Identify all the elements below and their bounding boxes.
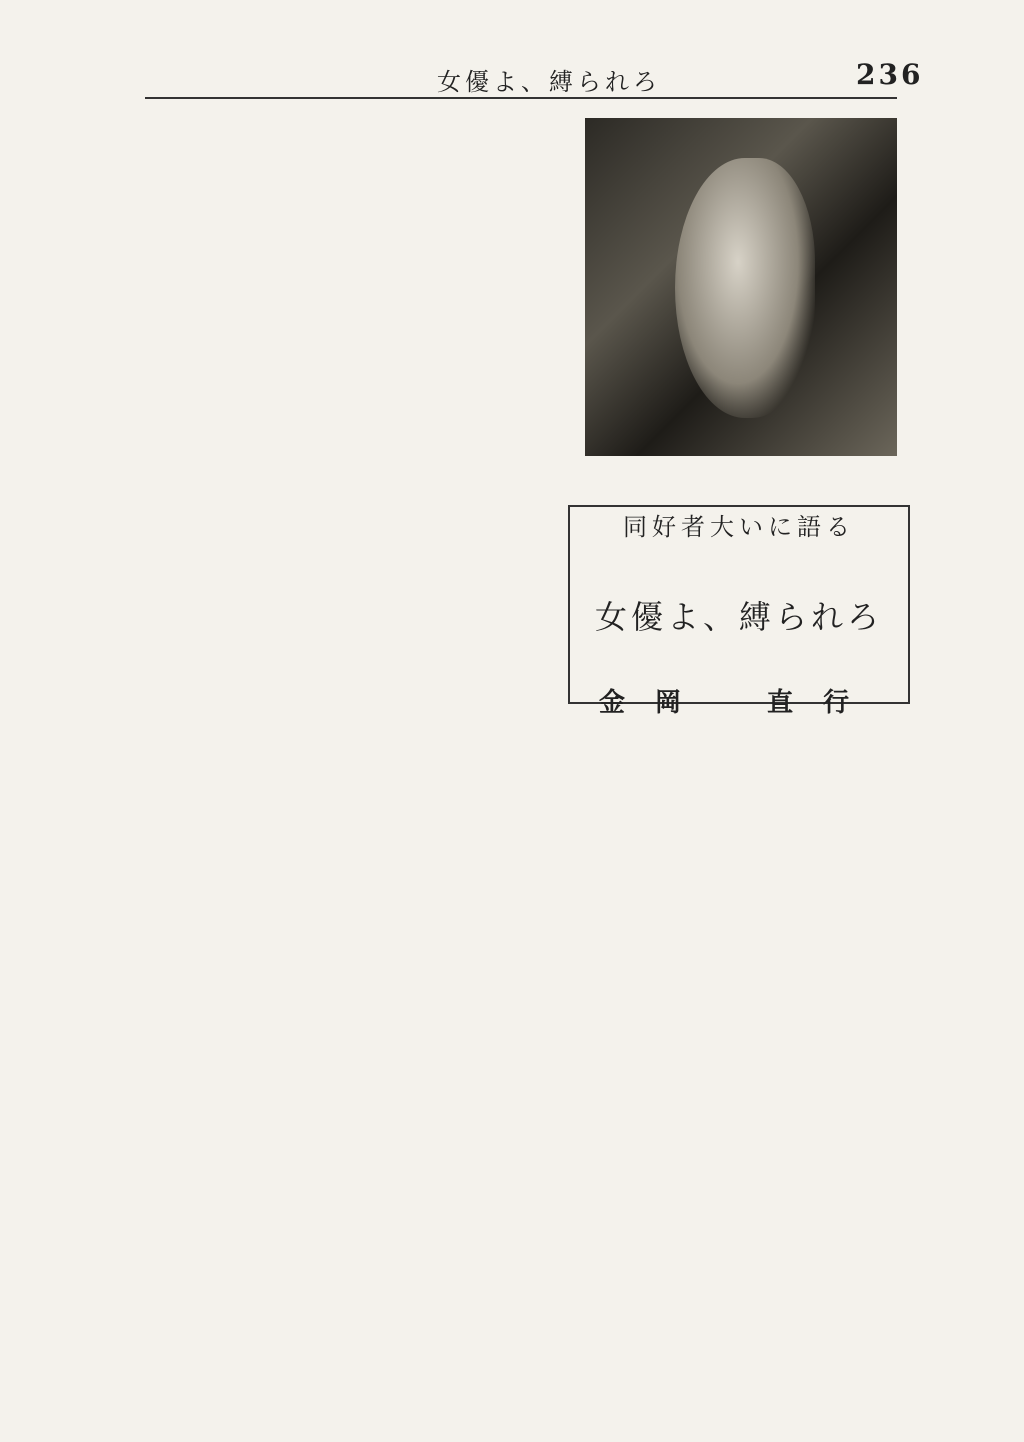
body-column-3	[145, 750, 897, 1060]
article-photo	[585, 118, 897, 456]
title-box	[568, 505, 910, 718]
body-column-4	[145, 1070, 897, 1380]
page-number: 236	[856, 58, 924, 91]
header-rule	[145, 97, 897, 99]
body-column-1	[145, 120, 573, 420]
article-subtitle: 同好者大いに語る	[623, 513, 855, 541]
body-column-2	[145, 430, 573, 730]
article-title: 女優よ、縛られろ	[594, 598, 883, 636]
photo-figure	[675, 158, 815, 418]
article-author: 金岡 直行	[598, 688, 879, 718]
running-header: 女優よ、縛られろ	[437, 68, 661, 96]
